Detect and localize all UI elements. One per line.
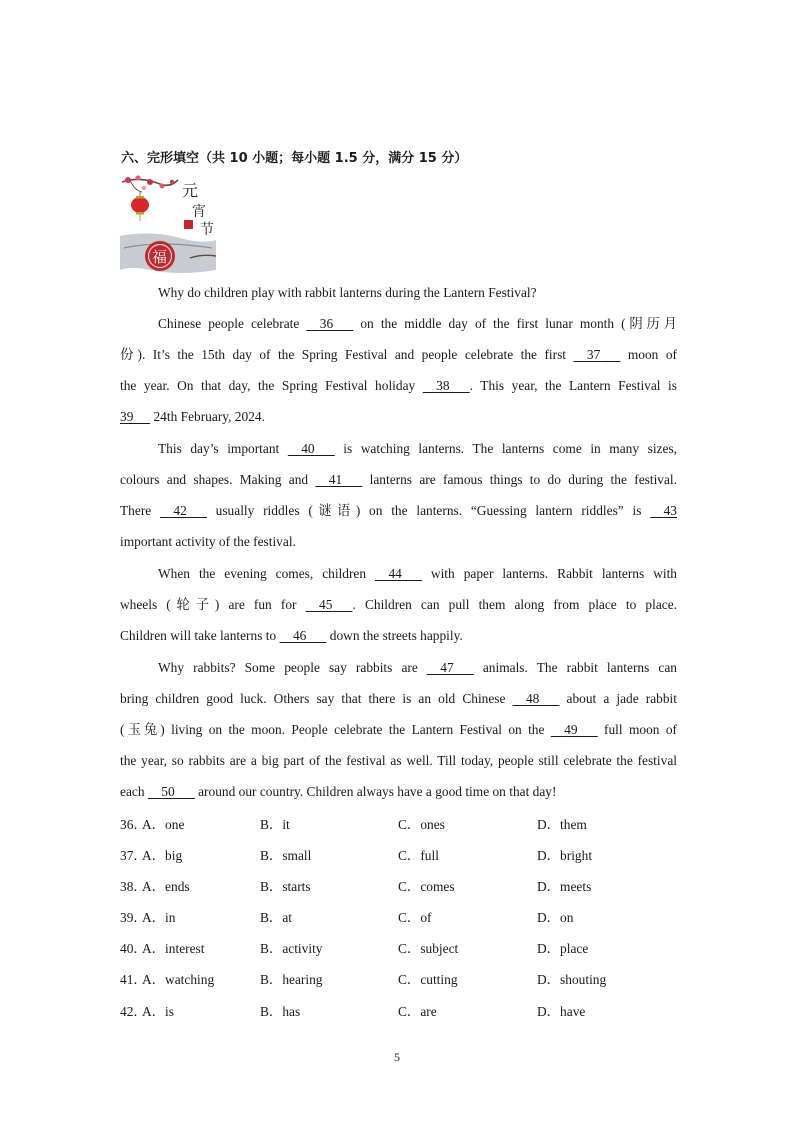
paragraph-1 <box>120 308 677 432</box>
question-number: 40． <box>120 941 147 957</box>
blank-number: 42 <box>173 503 187 519</box>
text: Children will take lanterns to <box>120 628 280 644</box>
section-title: 六、完形填空（共 10 小题；每小题 1.5 分，满分 15 分） <box>121 151 468 166</box>
p4-line-1 <box>120 652 677 683</box>
answer-options <box>120 809 680 1027</box>
option-d: D．place <box>537 941 589 957</box>
option-c: C．comes <box>398 879 455 895</box>
question-number: 39． <box>120 910 147 926</box>
option-row-38 <box>120 871 680 902</box>
question-number: 38． <box>120 879 147 895</box>
option-d: D．meets <box>537 879 592 895</box>
blank-36 <box>306 308 353 339</box>
text: moon of <box>620 347 677 363</box>
text: on the middle day of the first lunar month (阴历月 <box>353 316 677 331</box>
blank-number: 41 <box>328 472 343 488</box>
p2-line-3 <box>120 495 677 526</box>
text: . Children can pull them along from place to place. <box>352 597 677 613</box>
page-number: 5 <box>394 1050 400 1064</box>
option-a: A．watching <box>142 972 215 988</box>
p2-line-2 <box>120 464 677 495</box>
text: Chinese people celebrate <box>158 316 307 331</box>
blank-38 <box>423 370 470 401</box>
option-row-37 <box>120 840 680 871</box>
passage-question <box>120 277 677 308</box>
p4-line-3 <box>120 714 677 745</box>
text: This day’s important <box>158 441 288 456</box>
paragraph-2 <box>120 433 677 557</box>
option-row-42 <box>120 996 680 1027</box>
blank-46 <box>280 620 327 651</box>
option-row-36 <box>120 809 680 840</box>
blank-number: 39 <box>120 409 134 425</box>
option-c: C．of <box>398 910 432 926</box>
option-a: A．is <box>142 1003 174 1019</box>
text: animals. The rabbit lanterns can <box>473 660 677 675</box>
passage-question-line: Why do children play with rabbit lanterns during the Lantern Festival? <box>158 285 537 300</box>
illus-fu-char: 福 <box>152 248 168 266</box>
blank-50 <box>148 776 195 807</box>
p2-line-1 <box>120 433 677 464</box>
option-b: B．small <box>260 848 312 864</box>
question-number: 41． <box>120 972 147 988</box>
question-number: 37． <box>120 848 147 864</box>
option-row-39 <box>120 902 680 933</box>
blank-number: 46 <box>292 628 307 644</box>
blank-number: 37 <box>586 347 601 363</box>
text: There <box>120 503 160 519</box>
option-a: A．big <box>142 848 183 864</box>
blank-number: 44 <box>388 566 402 581</box>
option-b: B．starts <box>260 879 311 895</box>
text: down the streets happily. <box>326 628 463 644</box>
option-b: B．activity <box>260 941 323 957</box>
text: with paper lanterns. Rabbit lanterns with <box>421 566 677 581</box>
paragraph-3 <box>120 558 677 651</box>
option-c: C．full <box>398 848 439 864</box>
text: is watching lanterns. The lanterns come in many sizes, <box>334 441 677 456</box>
p1-line-2 <box>120 339 677 370</box>
option-b: B．has <box>260 1003 301 1019</box>
text: bring children good luck. Others say that there is an old Chinese <box>120 691 513 707</box>
blank-37 <box>574 339 621 370</box>
option-a: A．interest <box>142 941 205 957</box>
text: When the evening comes, children <box>158 566 376 581</box>
p1-line-4 <box>120 401 677 432</box>
option-c: C．are <box>398 1003 437 1019</box>
text: Why rabbits? Some people say rabbits are <box>158 660 427 675</box>
illus-char-1: 元 <box>182 181 199 200</box>
option-a: A．one <box>142 817 185 832</box>
p1-line-3 <box>120 370 677 401</box>
blank-number: 49 <box>564 722 578 738</box>
blank-44 <box>375 558 422 589</box>
blank-40 <box>288 433 335 464</box>
text: 24th February, 2024. <box>150 409 265 425</box>
blank-number: 48 <box>525 691 540 707</box>
blank-49 <box>551 714 598 745</box>
option-d: D．bright <box>537 848 593 864</box>
option-d: D．them <box>537 817 587 832</box>
blank-48 <box>513 683 560 714</box>
p3-line-3 <box>120 620 677 651</box>
text: (玉兔) living on the moon. People celebrate the Lantern Festival on the <box>120 722 551 738</box>
option-a: A．in <box>142 910 176 926</box>
text: full moon of <box>597 722 678 738</box>
p4-line-2 <box>120 683 677 714</box>
option-d: D．on <box>537 910 574 926</box>
option-d: D．shouting <box>537 972 607 988</box>
blank-number: 47 <box>440 660 454 675</box>
text: usually riddles (谜语) on the lanterns. “Guessing lantern riddles” is <box>206 503 651 519</box>
p2-line-4: important activity of the festival. <box>120 534 296 550</box>
option-b: B．at <box>260 910 292 926</box>
text: the year. On that day, the Spring Festival holiday <box>120 378 423 394</box>
blank-number: 45 <box>319 597 333 613</box>
blank-39 <box>120 401 150 432</box>
text: 份). It’s the 15th day of the Spring Festival and people celebrate the first <box>120 347 574 363</box>
illus-char-2: 宵 <box>192 204 206 220</box>
p1-line-1 <box>120 308 677 339</box>
option-row-41 <box>120 964 680 995</box>
option-d: D．have <box>537 1003 586 1019</box>
lantern-festival-illustration <box>120 174 216 276</box>
text: around our country. Children always have a good time on that day! <box>194 784 557 800</box>
option-c: C．ones <box>398 817 445 832</box>
option-c: C．cutting <box>398 972 458 988</box>
p3-line-1 <box>120 558 677 589</box>
blank-47 <box>427 652 474 683</box>
option-b: B．it <box>260 817 290 832</box>
blank-42 <box>160 495 207 526</box>
p3-line-2 <box>120 589 677 620</box>
blank-number: 40 <box>301 441 315 456</box>
illus-char-3: 节 <box>200 222 214 238</box>
text: colours and shapes. Making and <box>120 472 316 488</box>
option-b: B．hearing <box>260 972 323 988</box>
blank-number: 36 <box>319 316 334 331</box>
illustration-graphic <box>120 174 216 276</box>
text: about a jade rabbit <box>559 691 677 707</box>
p4-line-5 <box>120 776 677 807</box>
option-row-40 <box>120 933 680 964</box>
option-c: C．subject <box>398 941 459 957</box>
paragraph-4 <box>120 652 677 807</box>
text: lanterns are famous things to do during the festival. <box>362 472 677 488</box>
blank-number: 50 <box>161 784 175 800</box>
blank-41 <box>315 464 362 495</box>
blank-43 <box>650 495 677 526</box>
question-number: 36． <box>120 817 147 832</box>
blank-number: 43 <box>663 503 677 519</box>
p4-line-4: the year, so rabbits are a big part of the festival as well. Till today, people still celebrate the festival <box>120 753 677 769</box>
option-a: A．ends <box>142 879 190 895</box>
text: wheels (轮子) are fun for <box>120 597 306 613</box>
text: each <box>120 784 148 800</box>
blank-number: 38 <box>436 378 450 394</box>
text: . This year, the Lantern Festival is <box>469 378 677 394</box>
question-number: 42． <box>120 1003 147 1019</box>
blank-45 <box>306 589 353 620</box>
